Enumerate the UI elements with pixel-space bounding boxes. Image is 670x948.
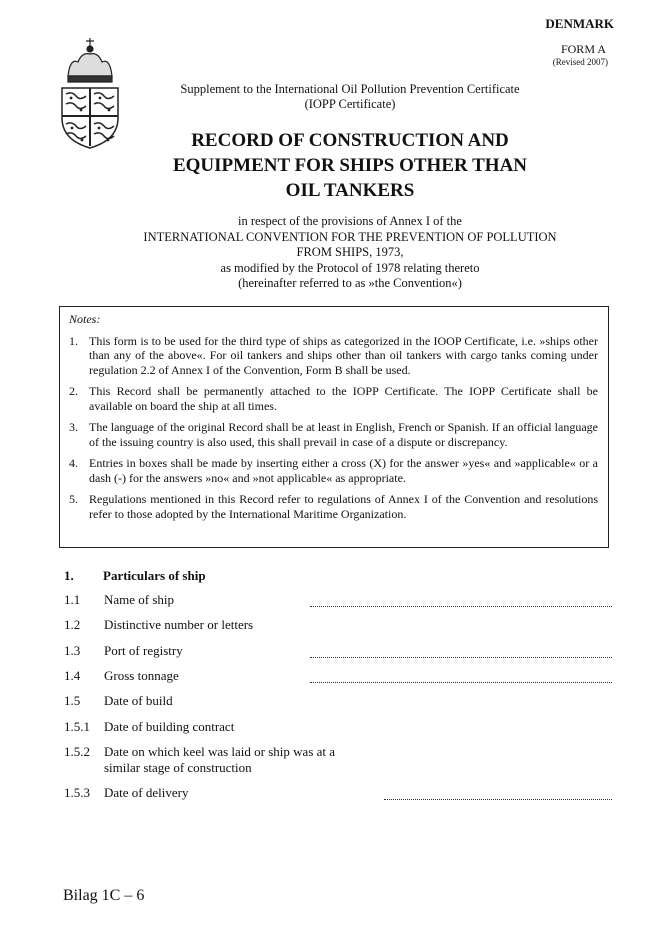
subtitle-line: in respect of the provisions of Annex I of the: [238, 214, 462, 228]
note-number: 5.: [69, 492, 78, 506]
note-item: [69, 420, 598, 449]
section-title: Particulars of ship: [103, 568, 206, 583]
note-number: 3.: [69, 420, 78, 434]
note-item: [69, 456, 598, 485]
supplement-line: (IOPP Certificate): [304, 97, 396, 111]
note-text: This form is to be used for the third type of ships as categorized in the IOOP Certificate, i.e. »ships other than any of the above«. For oil tankers and ships other than oil tankers with cargo tanks coming under regulation 2.2 of Annex I of the Convention, Form B shall be used.: [89, 333, 598, 377]
field-number: 1.3: [64, 643, 81, 658]
note-number: 2.: [69, 384, 78, 398]
note-number: 4.: [69, 456, 78, 470]
subtitle-line: as modified by the Protocol of 1978 relating thereto: [220, 260, 480, 275]
note-text: The language of the original Record shall be at least in English, French or Spanish. If an official language of the issuing country is also used, this shall prevail in case of a dispute or discrepancy.: [89, 420, 598, 449]
field-label: Date on which keel was laid or ship was at a similar stage of construction: [104, 744, 336, 775]
note-text: This Record shall be permanently attached to the IOPP Certificate. The IOPP Certificate shall be available on board the ship at all times.: [89, 384, 598, 413]
port-of-registry-entry-line[interactable]: [310, 657, 612, 658]
field-number: 1.4: [64, 668, 81, 683]
country-label: DENMARK: [545, 16, 614, 31]
field-number: 1.5.3: [64, 785, 90, 800]
convention-subtitle: [100, 214, 600, 292]
field-number: 1.5.1: [64, 719, 90, 734]
subtitle-line: INTERNATIONAL CONVENTION FOR THE PREVENTION OF POLLUTION: [143, 229, 557, 244]
date-of-delivery-entry-line[interactable]: [384, 799, 612, 800]
form-id: FORM A: [560, 42, 606, 56]
field-label: Name of ship: [104, 592, 175, 607]
field-label: Port of registry: [104, 643, 183, 658]
subtitle-line: FROM SHIPS, 1973,: [296, 245, 404, 259]
section-number: 1.: [64, 568, 74, 583]
notes-box: [59, 306, 609, 548]
supplement-text: [100, 82, 600, 112]
form-revision: (Revised 2007): [552, 57, 608, 67]
note-item: [69, 384, 598, 413]
document-title: [100, 128, 600, 203]
field-number: 1.1: [64, 592, 81, 607]
note-text: Entries in boxes shall be made by inserting either a cross (X) for the answer »yes« and »applicable« or a dash (-) for the answers »no« and »not applicable« as appropriate.: [89, 456, 598, 485]
subtitle-line: (hereinafter referred to as »the Convention«): [238, 276, 462, 290]
name-of-ship-entry-line[interactable]: [310, 606, 612, 607]
note-item: [69, 492, 598, 521]
field-label: Distinctive number or letters: [104, 617, 254, 632]
field-number: 1.5.2: [64, 744, 90, 759]
field-number: 1.5: [64, 693, 81, 708]
field-number: 1.2: [64, 617, 81, 632]
title-line: EQUIPMENT FOR SHIPS OTHER THAN: [172, 155, 528, 176]
field-label: Gross tonnage: [104, 668, 179, 683]
field-label: Date of building contract: [104, 719, 235, 734]
title-line: RECORD OF CONSTRUCTION AND: [191, 130, 509, 151]
field-label: Date of delivery: [104, 785, 189, 800]
note-number: 1.: [69, 333, 78, 348]
gross-tonnage-entry-line[interactable]: [310, 682, 612, 683]
field-label: Date of build: [104, 693, 173, 708]
title-line: OIL TANKERS: [285, 180, 415, 201]
supplement-line: Supplement to the International Oil Pollution Prevention Certificate: [180, 82, 520, 96]
note-text: Regulations mentioned in this Record refer to regulations of Annex I of the Convention and resolutions refer to those adopted by the International Maritime Organization.: [89, 492, 598, 521]
note-item: [69, 334, 598, 378]
notes-title: Notes:: [69, 312, 101, 326]
page-label: Bilag 1C – 6: [63, 887, 145, 904]
